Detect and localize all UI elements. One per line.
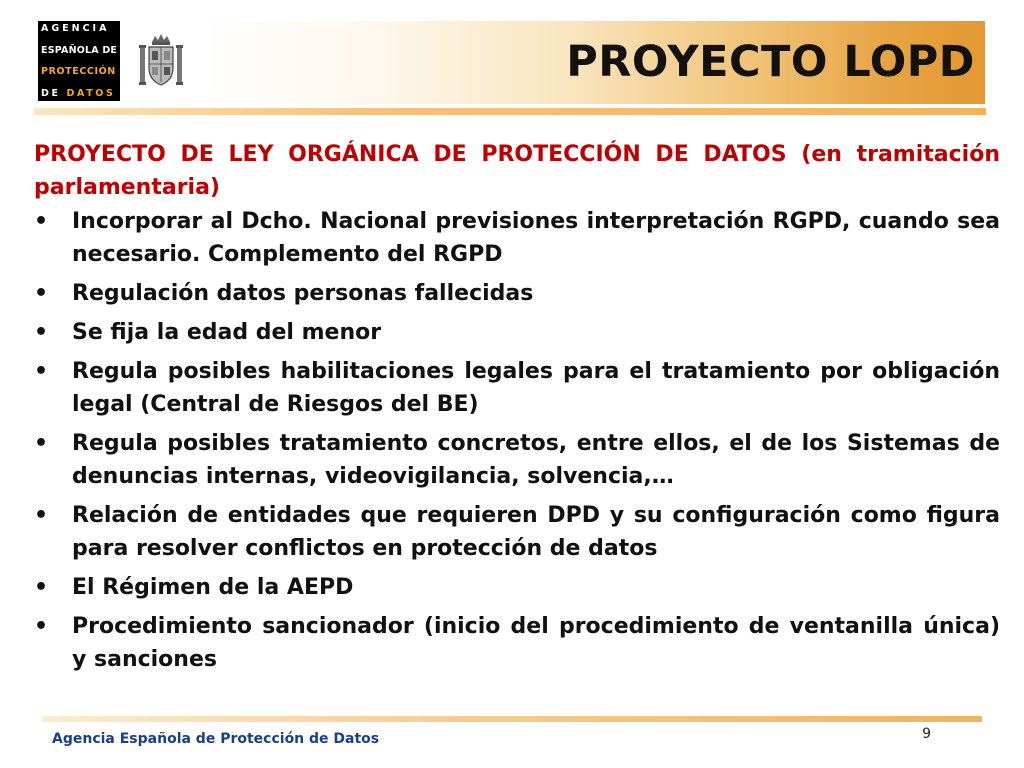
list-item-text: Se fija la edad del menor	[72, 320, 382, 345]
list-item	[34, 610, 1000, 676]
bullet-icon: •	[34, 359, 49, 384]
logo-line-4	[41, 89, 120, 99]
logo-word-datos: DATOS	[66, 87, 116, 99]
bullet-list	[34, 205, 1000, 676]
logo-word-de: DE	[41, 87, 61, 99]
bullet-icon: •	[34, 614, 49, 639]
list-item	[34, 571, 1000, 604]
title-banner	[200, 21, 985, 104]
list-item-text: Incorporar al Dcho. Nacional previsiones interpretación RGPD, cuando sea necesario. Complemento del RGPD	[72, 209, 1000, 267]
list-item-text: Regulación datos personas fallecidas	[72, 281, 534, 306]
list-item	[34, 277, 1000, 310]
logo-line-3: PROTECCIÓN	[41, 66, 116, 77]
bullet-icon: •	[34, 431, 49, 456]
bullet-icon: •	[34, 281, 49, 306]
footer-divider	[42, 716, 982, 722]
logo-line-2: ESPAÑOLA DE	[41, 44, 118, 56]
list-item-text: Regula posibles habilitaciones legales para el tratamiento por obligación legal (Central de Riesgos del BE)	[72, 359, 1000, 417]
slide-content	[34, 138, 1000, 682]
list-item	[34, 427, 1000, 493]
bullet-icon: •	[34, 209, 49, 234]
page-title: PROYECTO LOPD	[566, 37, 975, 87]
list-item-text: Procedimiento sancionador (inicio del procedimiento de ventanilla única) y sanciones	[72, 614, 1000, 672]
bullet-icon: •	[34, 503, 49, 528]
bullet-icon: •	[34, 320, 49, 345]
list-item	[34, 355, 1000, 421]
bullet-icon: •	[34, 575, 49, 600]
footer-organization: Agencia Española de Protección de Datos	[52, 731, 380, 747]
logo-line-1: AGENCIA	[41, 23, 110, 34]
page-number: 9	[922, 726, 931, 742]
section-heading: PROYECTO DE LEY ORGÁNICA DE PROTECCIÓN DE DATOS (en tramitación parlamentaria)	[34, 142, 1000, 200]
list-item-text: Regula posibles tratamiento concretos, entre ellos, el de los Sistemas de denuncias internas, videovigilancia, solvencia,…	[72, 431, 1000, 489]
list-item-text: El Régimen de la AEPD	[72, 575, 354, 600]
list-item	[34, 316, 1000, 349]
list-item	[34, 205, 1000, 271]
agency-logo	[38, 21, 120, 101]
list-item-text: Relación de entidades que requieren DPD y su configuración como figura para resolver conflictos en protección de datos	[72, 503, 1000, 561]
coat-of-arms-icon	[138, 32, 184, 90]
header-divider	[34, 108, 986, 115]
list-item	[34, 499, 1000, 565]
